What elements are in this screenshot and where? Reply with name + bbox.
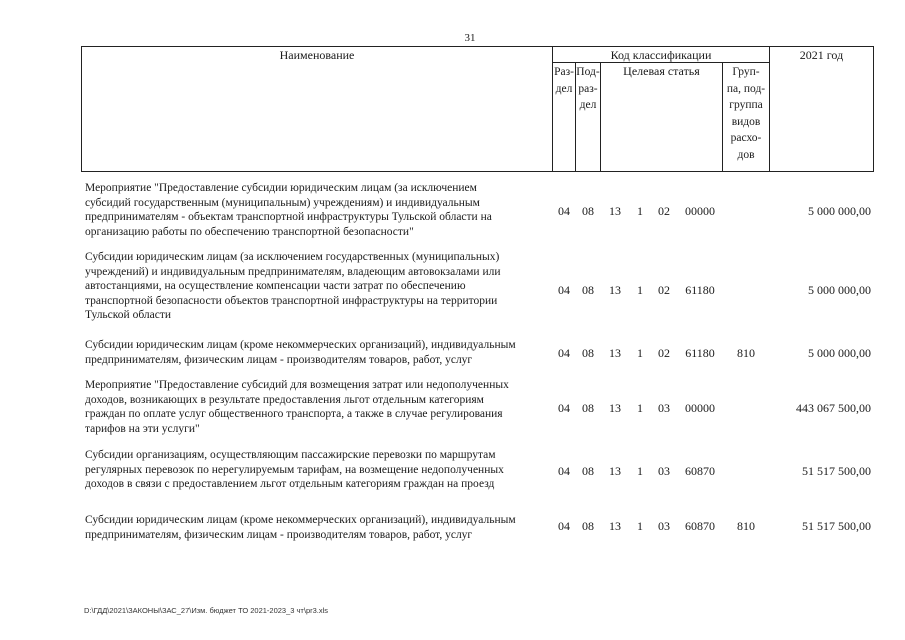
row-name-line: доходов в связи с предоставлением льгот отдельным категориям граждан на проезд: [85, 478, 495, 490]
row-name-line: предпринимателям, физическим лицам - производителям товаров, работ, услуг: [85, 353, 473, 366]
row-target-program: 13: [609, 464, 621, 478]
row-target-subprogram: 1: [637, 346, 643, 360]
row-name: [85, 181, 553, 239]
row-name-line: Субсидии юридическим лицам (кроме некоммерческих организаций), индивидуальным: [85, 514, 516, 526]
row-target-direction: 00000: [685, 401, 715, 415]
row-razdel: 04: [558, 401, 570, 415]
row-name: [85, 448, 553, 492]
header-podrazdel-line: раз-: [578, 82, 598, 95]
row-name-line: транспортной безопасности объектов транспортной инфраструктуры на территории: [85, 294, 498, 307]
row-target-direction: 00000: [685, 204, 715, 218]
row-amount: 5 000 000,00: [808, 283, 871, 297]
row-name-line: регулярных перевозок по нерегулируемым тарифам, на возмещение недополученных: [85, 463, 504, 476]
header-group-line: Груп-: [732, 66, 760, 78]
row-target-program: 13: [609, 283, 621, 297]
footer-file-path: D:\ГДД\2021\ЗАКОНЫ\ЗАС_27\Изм. бюджет ТО 2021-2023_3 чт\pr3.xls: [84, 606, 329, 615]
row-target-event: 03: [658, 401, 670, 415]
row-name-line: Мероприятие "Предоставление субсидии юридическим лицам (за исключением: [85, 182, 477, 194]
row-name-line: субсидий государственным (муниципальным) учреждениям) и индивидуальным: [85, 196, 480, 209]
row-name: [85, 513, 553, 542]
header-group-line: па, под-: [726, 82, 766, 95]
row-name: [85, 378, 553, 436]
row-podrazdel: 08: [582, 346, 594, 360]
header-year: 2021 год: [799, 48, 844, 62]
row-target-event: 02: [658, 283, 670, 297]
row-name-line: предпринимателям, физическим лицам - производителям товаров, работ, услуг: [85, 528, 473, 541]
header-podrazdel-line: Под-: [576, 66, 600, 78]
row-name-line: Субсидии организациям, осуществляющим пассажирские перевозки по маршрутам: [85, 449, 496, 461]
row-razdel: 04: [558, 519, 570, 533]
row-razdel: 04: [558, 346, 570, 360]
header-group-line: видов: [731, 115, 761, 128]
row-amount: 443 067 500,00: [796, 401, 871, 415]
row-name-line: предпринимателям - объектам транспортной инфраструктуры Тульской области на: [85, 211, 492, 223]
row-target-event: 02: [658, 346, 670, 360]
row-podrazdel: 08: [582, 401, 594, 415]
row-target-program: 13: [609, 346, 621, 360]
row-name: [85, 250, 553, 323]
row-name-line: Субсидии юридическим лицам (кроме некоммерческих организаций), индивидуальным: [85, 339, 516, 351]
row-target-direction: 60870: [685, 519, 715, 533]
row-name-line: автостанциями, на осуществление компенсации части затрат по обеспечению: [85, 280, 466, 292]
header-group-line: расхо-: [730, 132, 762, 144]
row-target-subprogram: 1: [637, 283, 643, 297]
row-name-line: учреждений) и индивидуальным предпринимателям, владеющим автовокзалами или: [85, 265, 501, 278]
row-name-line: доходов, возникающих в результате предоставления льгот отдельным категориям: [85, 393, 484, 406]
row-name: [85, 338, 553, 367]
row-group: 810: [737, 519, 755, 533]
row-amount: 5 000 000,00: [808, 346, 871, 360]
row-target-subprogram: 1: [637, 464, 643, 478]
row-name-line: Мероприятие "Предоставление субсидий для возмещения затрат или недополученных: [85, 379, 509, 391]
header-target: Целевая статья: [623, 64, 700, 78]
row-podrazdel: 08: [582, 204, 594, 218]
row-target-program: 13: [609, 519, 621, 533]
row-target-program: 13: [609, 204, 621, 218]
header-name: Наименование: [279, 48, 355, 62]
row-name-line: Субсидии юридическим лицам (за исключением государственных (муниципальных): [85, 251, 500, 263]
page-number: 31: [464, 32, 476, 44]
row-target-subprogram: 1: [637, 401, 643, 415]
header-podrazdel: [576, 64, 600, 114]
header-group-line: дов: [737, 148, 755, 161]
header-razdel-line: дел: [555, 82, 573, 95]
row-target-program: 13: [609, 401, 621, 415]
row-group: 810: [737, 346, 755, 360]
row-target-direction: 61180: [685, 346, 715, 360]
header-group-line: группа: [729, 99, 763, 111]
row-amount: 51 517 500,00: [802, 519, 871, 533]
row-target-subprogram: 1: [637, 519, 643, 533]
row-name-line: граждан по оплате услуг общественного транспорта, а также в случае регулирования: [85, 408, 503, 420]
row-amount: 51 517 500,00: [802, 464, 871, 478]
row-razdel: 04: [558, 204, 570, 218]
row-podrazdel: 08: [582, 464, 594, 478]
row-razdel: 04: [558, 283, 570, 297]
row-target-direction: 61180: [685, 283, 715, 297]
row-podrazdel: 08: [582, 283, 594, 297]
row-target-direction: 60870: [685, 464, 715, 478]
row-name-line: Тульской области: [85, 309, 172, 321]
row-name-line: тарифов на эти услуги": [85, 422, 200, 435]
header-group: [723, 64, 769, 163]
row-name-line: организацию работы по обеспечению транспортной безопасности": [85, 225, 414, 238]
header-razdel: [552, 64, 576, 97]
header-podrazdel-line: дел: [579, 99, 597, 111]
row-target-event: 03: [658, 464, 670, 478]
row-target-subprogram: 1: [637, 204, 643, 218]
header-razdel-line: Раз-: [554, 66, 574, 78]
row-target-event: 03: [658, 519, 670, 533]
header-classification: Код классификации: [610, 48, 712, 62]
row-podrazdel: 08: [582, 519, 594, 533]
row-amount: 5 000 000,00: [808, 204, 871, 218]
row-razdel: 04: [558, 464, 570, 478]
row-target-event: 02: [658, 204, 670, 218]
